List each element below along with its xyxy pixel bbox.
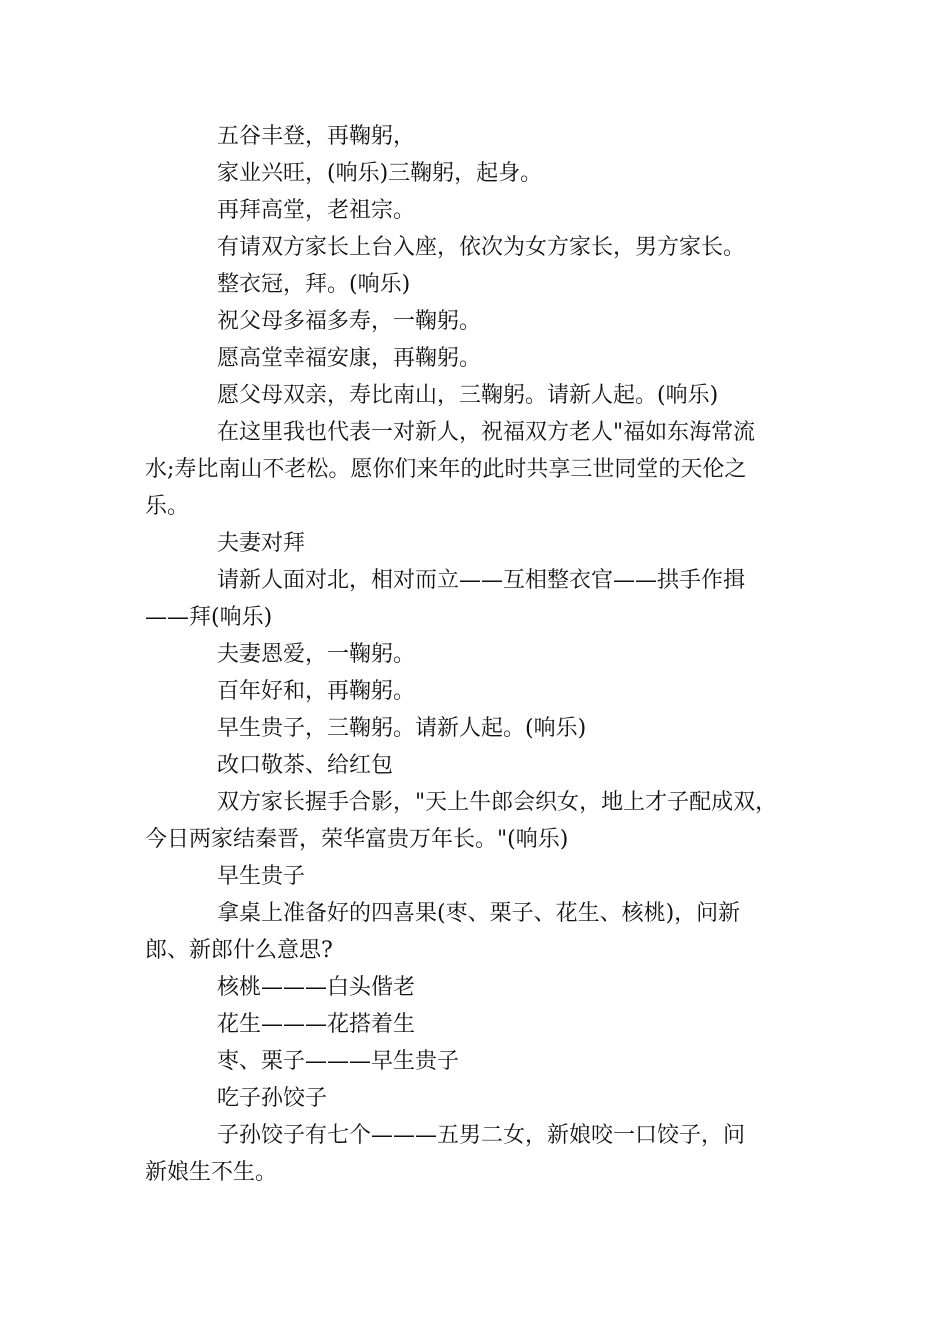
paragraph: 拿桌上准备好的四喜果(枣、栗子、花生、核桃)，问新 郎、新郎什么意思? <box>145 901 741 963</box>
paragraph: 家业兴旺，(响乐)三鞠躬，起身。 <box>217 161 543 186</box>
section-heading: 改口敬茶、给红包 <box>217 753 394 778</box>
paragraph: 子孙饺子有七个———五男二女，新娘咬一口饺子，问 新娘生不生。 <box>145 1123 746 1185</box>
document-body <box>145 118 825 1191</box>
paragraph: 祝父母多福多寿，一鞠躬。 <box>217 309 482 334</box>
section-heading: 夫妻对拜 <box>217 531 306 556</box>
section-heading: 早生贵子 <box>217 864 306 889</box>
paragraph: 整衣冠，拜。(响乐) <box>217 272 411 297</box>
paragraph: 早生贵子，三鞠躬。请新人起。(响乐) <box>217 716 587 741</box>
section-heading: 吃子孙饺子 <box>217 1086 328 1111</box>
paragraph: 愿高堂幸福安康，再鞠躬。 <box>217 346 482 371</box>
paragraph: 核桃———白头偕老 <box>217 975 416 1000</box>
paragraph: 愿父母双亲，寿比南山，三鞠躬。请新人起。(响乐) <box>217 383 719 408</box>
paragraph: 有请双方家长上台入座，依次为女方家长，男方家长。 <box>217 235 746 260</box>
paragraph: 双方家长握手合影，"天上牛郎会织女，地上才子配成双， 今日两家结秦晋，荣华富贵万年长。"(响乐) <box>145 790 778 852</box>
paragraph: 请新人面对北，相对而立——互相整衣官——拱手作揖 ——拜(响乐) <box>145 568 746 630</box>
paragraph: 花生———花搭着生 <box>217 1012 416 1037</box>
paragraph: 百年好和，再鞠躬。 <box>217 679 416 704</box>
paragraph: 夫妻恩爱，一鞠躬。 <box>217 642 416 667</box>
paragraph: 在这里我也代表一对新人，祝福双方老人"福如东海常流 水;寿比南山不老松。愿你们来年的此时共享三世同堂的天伦之 乐。 <box>145 420 756 519</box>
paragraph: 枣、栗子———早生贵子 <box>217 1049 460 1074</box>
paragraph: 五谷丰登，再鞠躬， <box>217 124 416 149</box>
paragraph: 再拜高堂，老祖宗。 <box>217 198 416 223</box>
